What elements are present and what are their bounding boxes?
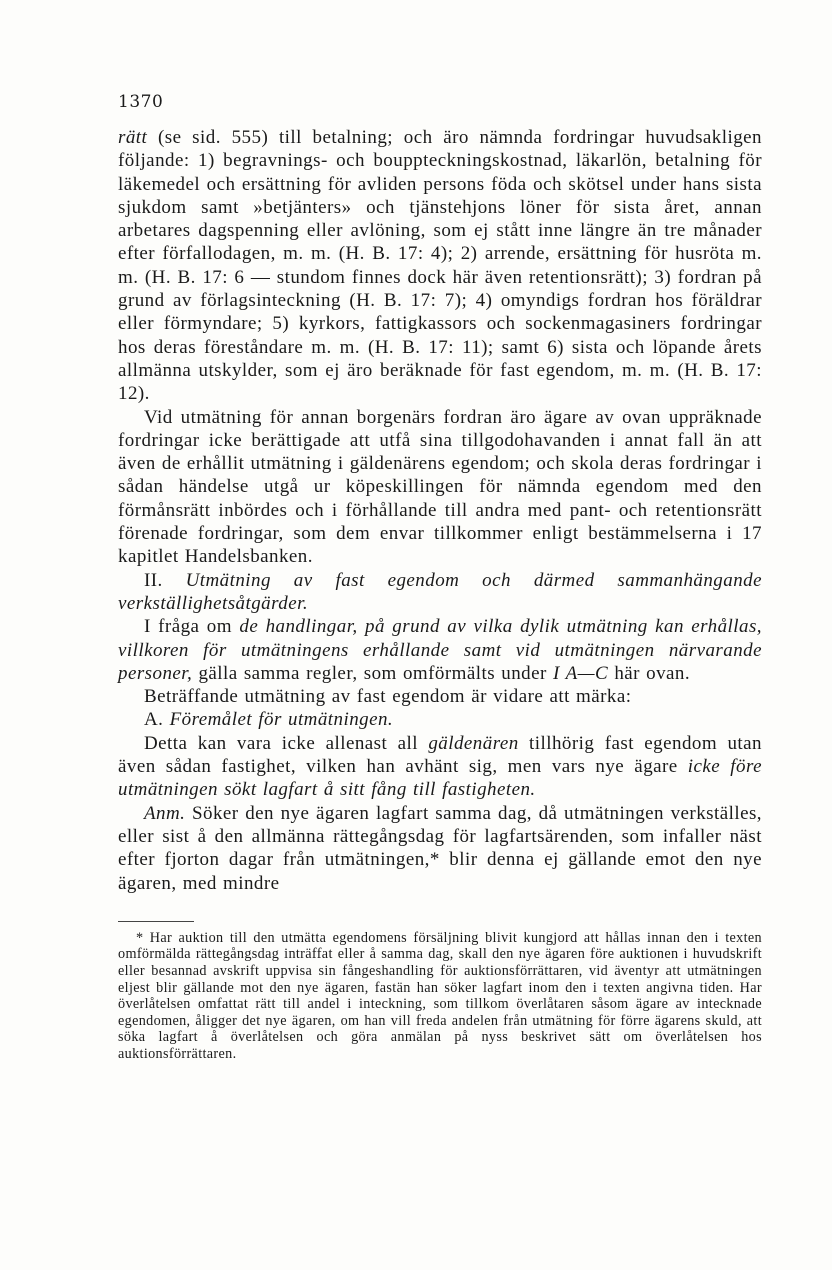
- page-number: 1370: [118, 92, 164, 112]
- text-run: tillhörig fast egendom utan även sådan fastighet, vilken han avhänt sig, men vars nye ägare: [118, 732, 762, 778]
- main-text: [118, 126, 762, 895]
- text-run: I fråga om: [144, 616, 240, 638]
- paragraph-further-note: Beträffande utmätning av fast egendom är vidare att märka:: [144, 686, 632, 708]
- paragraph-other-creditors: Vid utmätning för annan borgenärs fordran äro ägare av ovan uppräknade fordringar icke berättigade att utfå sina tillgodohavanden i annat fall än att även de erhållit utmätning i gäldenärens egendom; och skola deras fordringar i sådan händelse utgå ur köpeskillingen för nämnda egendom med den förmånsrätt inbördes och i förhållande till andra med pant- och retentionsrätt förenade fordringar, som dem envar tillkommer enligt bestämmelserna i 17 kapitlet Handelsbanken.: [118, 406, 762, 568]
- subsection-heading-a: [118, 708, 762, 731]
- footnote-divider: [118, 921, 194, 922]
- text-run: Söker den nye ägaren lagfart samma dag, då utmätningen verkställes, eller sist å den allmänna rättegångsdag för lagfartsärenden, som infaller näst efter fjorton dagar från utmätningen,* blir denna ej gällande emot den nye ägaren, med mindre: [118, 802, 762, 894]
- subsection-letter: A.: [144, 709, 170, 731]
- footnote: [118, 930, 762, 1063]
- paragraph-same-rules: [118, 615, 762, 685]
- footnote-text: * Har auktion till den utmätta egendomens försäljning blivit kungjord att hållas innan den i texten omförmälda rättegångsdag inträffat eller å samma dag, skall den nye ägaren före auktionen i huvudskrift eller besannad avskrift uppvisa sin fångeshandling för auktionsförrättaren, vid äventyr att utmätningen eljest blir gällande mot den nye ägaren, fastän han söker lagfart inom den i texten angivna tiden. Har överlåtelsen omfattat rätt till andel i inteckning, som tillkom överlåtaren såsom ägare av intecknade egendomen, åligger det nye ägaren, om han vill freda andelen från utmätning för förre ägarens skuld, att söka lagfart å överlåtelsen och göra anmälan på nyss beskrivet sätt om överlåtelsen hos auktionsförrättaren.: [118, 929, 762, 1062]
- paragraph-preferential-claims: [118, 126, 762, 406]
- text-run: här ovan.: [608, 662, 691, 684]
- paragraph-object-of-seizure: [118, 732, 762, 802]
- italic-text: I A—C: [552, 662, 609, 684]
- italic-text: gäldenären: [428, 732, 519, 754]
- section-number: II.: [144, 569, 186, 591]
- book-page: [118, 92, 762, 1063]
- section-title: Utmätning av fast egendom och därmed sammanhängande verkställighetsåtgärder.: [118, 569, 762, 614]
- remark-label: Anm.: [144, 802, 186, 824]
- text-run: gälla samma regler, som omförmälts under: [192, 662, 553, 684]
- subsection-title: Föremålet för utmätningen.: [169, 709, 394, 731]
- italic-text: de handlingar, på grund av vilka dylik utmätning kan erhållas, villkoren för utmätningens erhållande samt vid utmätningen närvarande personer,: [118, 616, 763, 684]
- paragraph-remark: [118, 802, 762, 895]
- italic-text: rätt: [118, 127, 148, 148]
- text-run: Detta kan vara icke allenast all: [144, 732, 429, 754]
- section-heading-ii: [118, 569, 762, 616]
- italic-text: icke före utmätningen sökt lagfart å sitt fång till fastigheten.: [118, 756, 762, 801]
- text-run: (se sid. 555) till betalning; och äro nämnda fordringar huvudsakligen följande: 1) begravnings- och bouppteckningskostnad, läkarlön, betalning för läkemedel och ersättning för avliden persons föda och skötsel under hans sista sjukdom samt »betjänters» och tjänstehjons löner för sista året, annan arbetares dagspenning eller avlöning, som ej stått inne längre än tre månader efter förfallodagen, m. m. (H. B. 17: 4); 2) arrende, ersättning för husröta m. m. (H. B. 17: 6 — stundom finnes dock här även retentionsrätt); 3) fordran på grund av förlagsinteckning (H. B. 17: 7); 4) omyndigs fordran hos föräldrar eller förmyndare; 5) kyrkors, fattigkassors och sockenmagasiners fordringar hos deras föreståndare m. m. (H. B. 17: 11); samt 6) sista och löpande årets allmänna utskylder, som ej äro beräknade för fast egendom, m. m. (H. B. 17: 12).: [118, 127, 762, 405]
